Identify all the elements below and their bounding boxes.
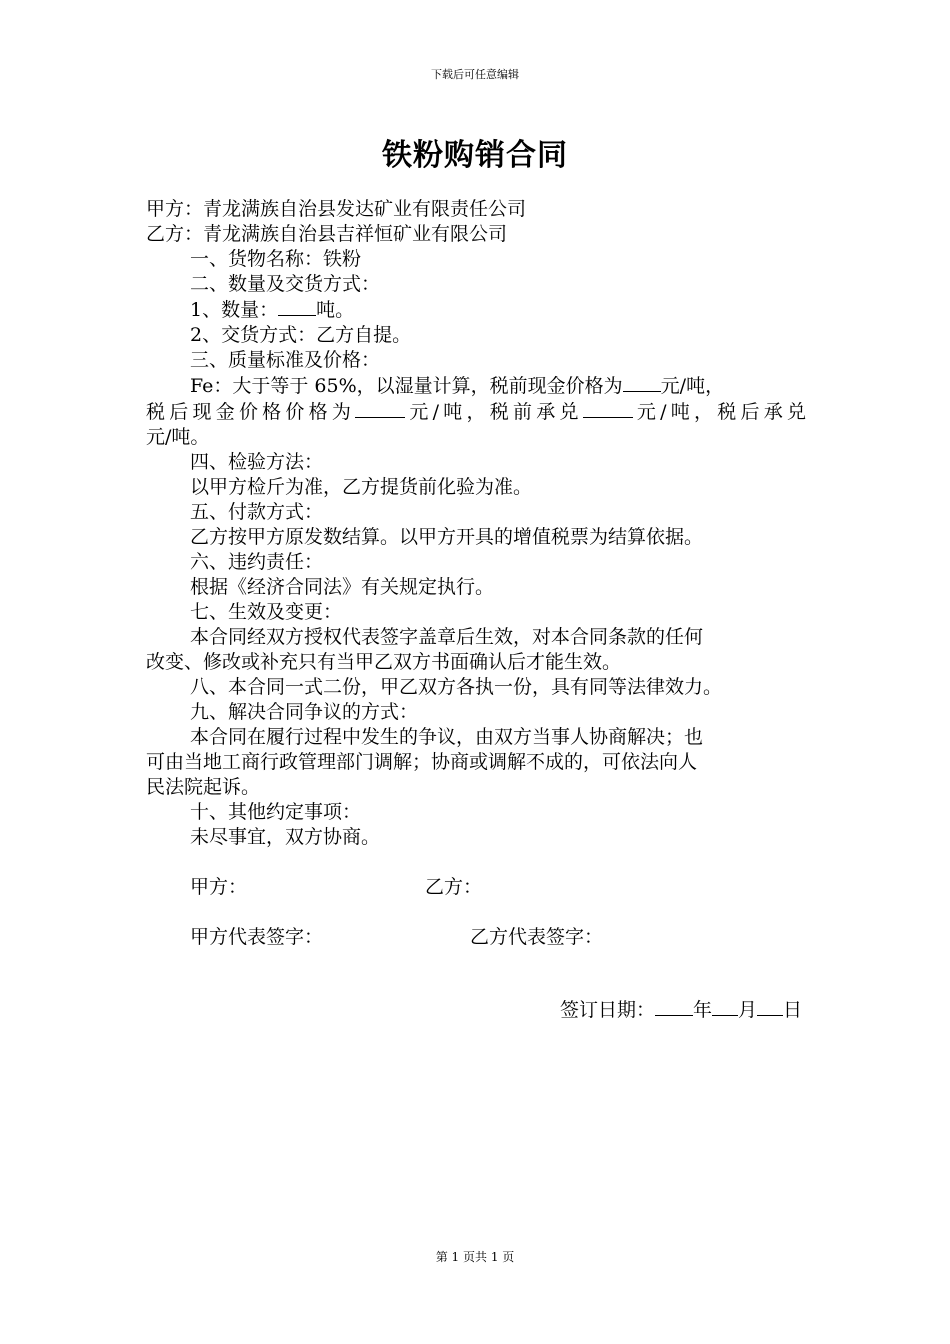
section-9: 九、解决合同争议的方式： (190, 701, 419, 723)
month-label: 月 (738, 999, 758, 1021)
header-note: 下载后可任意编辑 (431, 68, 519, 81)
section-8: 八、本合同一式二份，甲乙双方各执一份，具有同等法律效力。 (190, 676, 723, 698)
delivery-line: 2、交货方式：乙方自提。 (190, 324, 412, 346)
day-label: 日 (783, 999, 803, 1021)
price-line-2 (146, 399, 806, 425)
section-9-body-1: 本合同在履行过程中发生的争议，由双方当事人协商解决；也 (190, 726, 704, 748)
section-1: 一、货物名称：铁粉 (190, 248, 362, 270)
section-9-body-2: 可由当地工商行政管理部门调解；协商或调解不成的，可依法向人 (146, 751, 698, 773)
section-4-body: 以甲方检斤为准，乙方提货前化验为准。 (190, 476, 533, 498)
quantity-line (146, 297, 806, 323)
quantity-label: 1、数量： (190, 299, 279, 321)
party-a-line: 甲方：青龙满族自治县发达矿业有限责任公司 (146, 198, 527, 220)
section-10: 十、其他约定事项： (190, 801, 362, 823)
signature-party-a: 甲方： (190, 876, 248, 898)
contract-body (146, 197, 806, 850)
section-7-body-2: 改变、修改或补充只有当甲乙双方书面确认后才能生效。 (146, 651, 622, 673)
section-6: 六、违约责任： (190, 551, 324, 573)
section-6-body: 根据《经济合同法》有关规定执行。 (190, 576, 495, 598)
section-3: 三、质量标准及价格： (190, 349, 381, 371)
price-text-1a: Fe：大于等于 65%，以湿量计算，税前现金价格为 (190, 375, 623, 397)
day-blank (757, 997, 783, 1016)
price-text-2a: 税后现金价格价格为 (146, 401, 356, 423)
page-footer: 第 1 页共 1 页 (435, 1250, 515, 1264)
section-2: 二、数量及交货方式： (190, 273, 381, 295)
section-4: 四、检验方法： (190, 451, 324, 473)
date-label: 签订日期： (560, 999, 656, 1021)
section-7-body-1: 本合同经双方授权代表签字盖章后生效，对本合同条款的任何 (190, 626, 704, 648)
section-9-body-3: 民法院起诉。 (146, 776, 261, 798)
party-b-line: 乙方：青龙满族自治县吉祥恒矿业有限公司 (146, 223, 508, 245)
price-blank-2 (355, 399, 405, 418)
price-line-3: 元/吨。 (146, 426, 210, 448)
price-text-2c: 元/吨，税后承兑 (632, 401, 806, 423)
document-title: 铁粉购销合同 (382, 138, 568, 173)
year-label: 年 (693, 999, 713, 1021)
section-5-body: 乙方按甲方原发数结算。以甲方开具的增值税票为结算依据。 (190, 526, 704, 548)
section-10-body: 未尽事宜，双方协商。 (190, 826, 381, 848)
price-text-1b: 元/吨， (660, 375, 725, 397)
quantity-unit: 吨。 (316, 299, 355, 321)
representative-b: 乙方代表签字： (470, 926, 604, 948)
section-5: 五、付款方式： (190, 501, 324, 523)
month-blank (712, 997, 738, 1016)
signature-party-b: 乙方： (425, 876, 483, 898)
quantity-blank (278, 297, 316, 316)
price-text-2b: 元/吨，税前承兑 (405, 401, 583, 423)
price-line-1 (146, 373, 806, 399)
representative-a: 甲方代表签字： (190, 926, 324, 948)
year-blank (655, 997, 693, 1016)
price-blank-1 (623, 373, 661, 392)
signing-date (560, 995, 802, 1022)
price-blank-3 (583, 399, 633, 418)
section-7: 七、生效及变更： (190, 601, 343, 623)
